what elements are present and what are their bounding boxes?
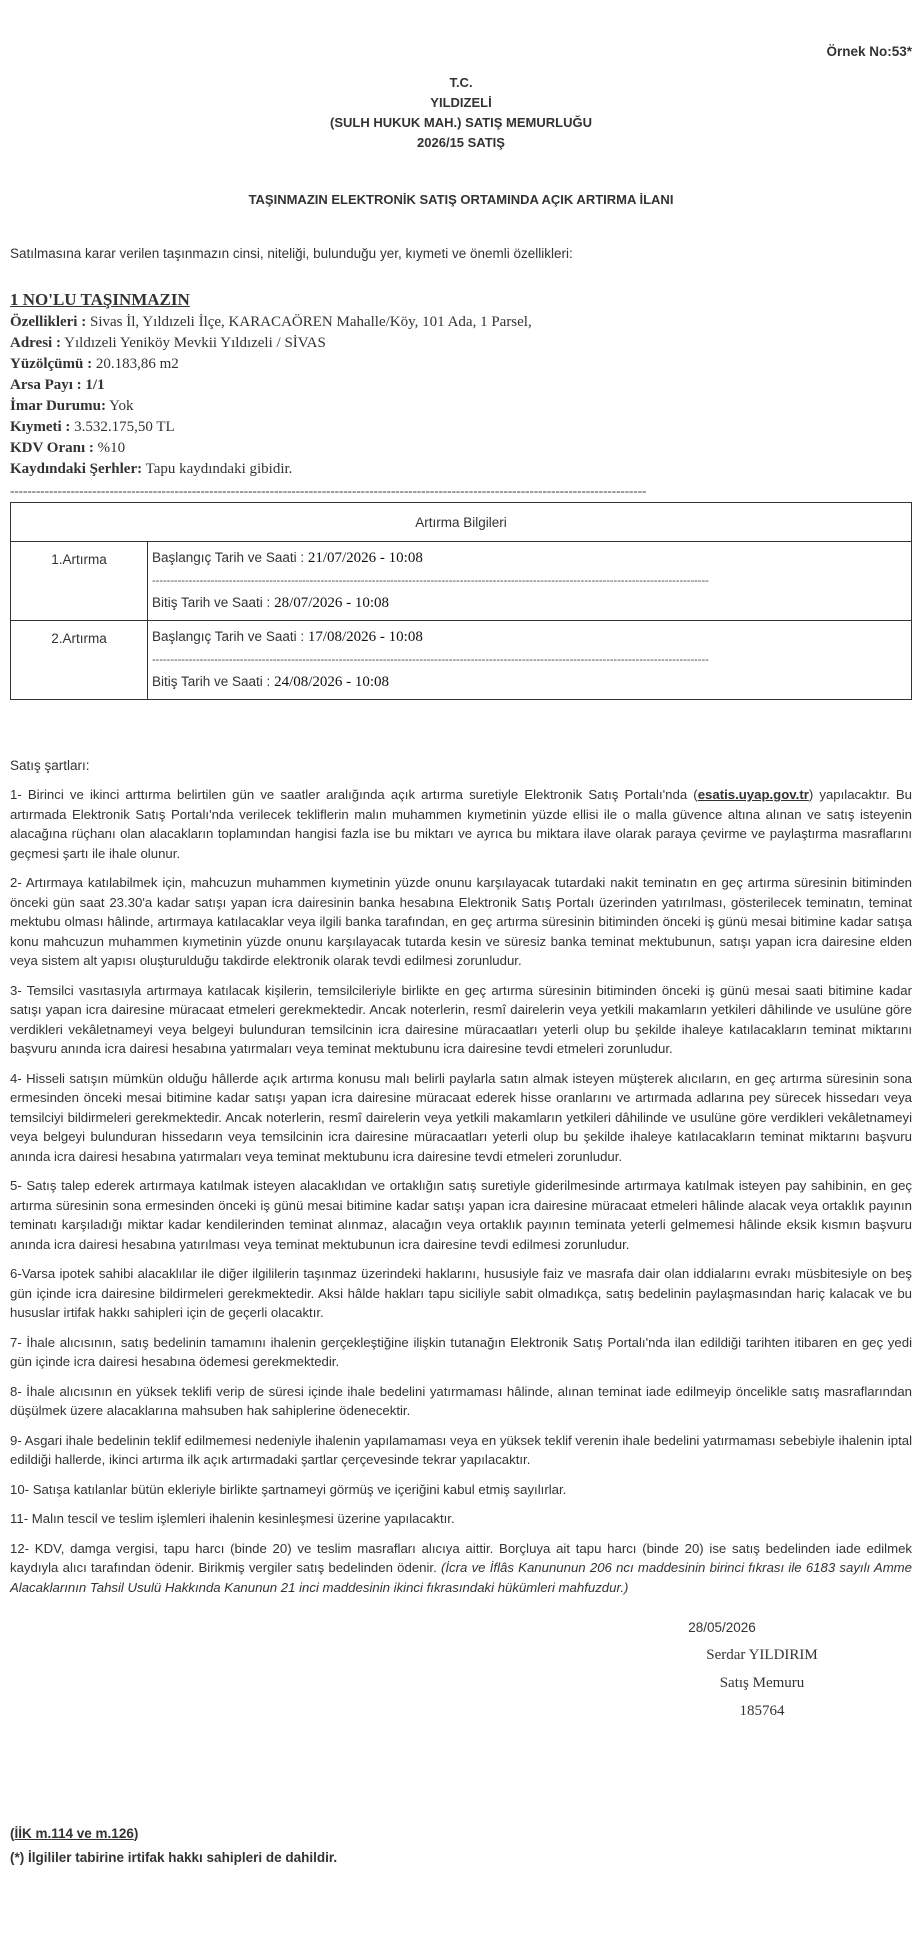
footer-notes <box>10 1822 337 1870</box>
terms-list <box>10 785 912 1607</box>
term-item: 8- İhale alıcısının en yüksek teklifi verip de süresi içinde ihale bedelini yatırmaması hâlinde, alınan teminat iade edilmeyip öncelikle satış masraflarından düşülmek üzere alacaklarına mahsuben hak sahiplerine ödenecektir. <box>10 1383 912 1418</box>
property-share: Arsa Payı : 1/1 <box>10 377 105 393</box>
signer-number: 185764 <box>739 1703 785 1719</box>
term-item: 6-Varsa ipotek sahibi alacaklılar ile diğer ilgililerin taşınmaz üzerindeki haklarını, hususiyle faiz ve masrafa dair olan iddialarını evrakı müsbitesiyle on beş gün içinde icra dairesine bildirmeleri gerekmektedir. Aksi hâlde hakları tapu siciliyle sabit olmadıkça, satış bedelinin paylaşmasından hariç kalacak ve bu hususlar irtifak hakkı sahipleri için de geçerli olacaktır. <box>10 1266 912 1320</box>
auction-start: Başlangıç Tarih ve Saati : 21/07/2026 - 10:08 <box>152 550 423 566</box>
term-item: 5- Satış talep ederek artırmaya katılmak isteyen alacaklıdan ve ortaklığın satış suretiyle giderilmesinde artırmaya katılmak isteyen pay sahibinin, en geç artırma süresinin sona ermesinden önceki iş günü mesai bitimine kadar satışı yapan icra dairesine müracaat etmeleri hâlinde alacak veya ortaklık payının teminatı karşıladığı miktar kadar kendilerinden teminat alınmaz, alacağın veya ortaklık payının teminata yeterli gelmemesi hâlinde eksik kısmın başvuru anında icra dairesi hesabına yatırılması veya teminat mektubunun icra dairesine tevdi edilmesi zorunludur. <box>10 1178 912 1252</box>
auction-end: Bitiş Tarih ve Saati : 24/08/2026 - 10:08 <box>152 674 390 690</box>
property-details <box>10 288 650 501</box>
law-reference-link[interactable]: İİK m.114 ve m.126 <box>14 1826 134 1841</box>
auction-label: 1.Artırma <box>11 542 148 621</box>
property-features: Özellikleri : Sivas İl, Yıldızeli İlçe, KARACAÖREN Mahalle/Köy, 101 Ada, 1 Parsel, <box>10 314 532 330</box>
auction-label: 2.Artırma <box>11 621 148 700</box>
term-item: 12- KDV, damga vergisi, tapu harcı (binde 20) ve teslim masrafları alıcıya aittir. Borçluya ait tapu harcı (binde 20) ise satış bedelinden iade edilmek kaydıyla alıcı tarafından ödenir. Birikmiş vergiler satış bedelinden ödenir. (İcra ve İflâs Kanununun 206 ncı maddesinin birinci fıkrası ile 6183 sayılı Amme Alacaklarının Tahsil Usulü Hakkında Kanunun 21 inci maddesinin ikinci fıkrasındaki hükümleri mahfuzdur.) <box>10 1540 913 1595</box>
auction-separator: -------------------------------------------------------------------------------------------------------------------------------------------------------- <box>152 575 709 587</box>
term-item: 9- Asgari ihale bedelinin teklif edilmemesi nedeniyle ihalenin yapılamaması veya en yüksek teklif verenin ihale bedelini yatırmaması sebebiyle ihalenin iptal edildiği hallerde, ikinci artırma ilk açık artırmadaki şartlar çerçevesinde tekrar yapılacaktır. <box>10 1432 912 1467</box>
intro-text: Satılmasına karar verilen taşınmazın cinsi, niteliği, bulunduğu yer, kıymeti ve önemli özellikleri: <box>10 246 573 261</box>
header-office: (SULH HUKUK MAH.) SATIŞ MEMURLUĞU <box>330 115 592 130</box>
signature-block <box>612 1620 912 1725</box>
auction-separator: -------------------------------------------------------------------------------------------------------------------------------------------------------- <box>152 654 709 666</box>
term-item: 7- İhale alıcısının, satış bedelinin tamamını ihalenin gerçekleştiğine ilişkin tutanağın Elektronik Satış Portalı'nda ilan edildiği tarihten itibaren en geç yedi gün içinde icra dairesi hesabına ödemesi gerekmektedir. <box>10 1334 912 1369</box>
signer-role: Satış Memuru <box>719 1675 805 1691</box>
term-item: 11- Malın tescil ve teslim işlemleri ihalenin kesinleşmesi üzerine yapılacaktır. <box>10 1511 455 1526</box>
property-area: Yüzölçümü : 20.183,86 m2 <box>10 356 179 372</box>
term-item: 4- Hisseli satışın mümkün olduğu hâllerde açık artırma konusu malı belirli paylarla satın almak isteyen müşterek alıcıların, en geç artırma süresinin sona ermesinden önceki mesai bitimine kadar satışı yapan icra dairesine müracaat ederek hisse oranlarını ve artırmada adlarına pey sürecek hissedarı veya temsilciyi bildirmeleri gerekmektedir. Ancak noterlerin, resmî dairelerin veya yetkili makamların yetkileri dâhilinde ve usulüne göre verdikleri vekâletnameyi veya belgeyi bulunduran hissedarın veya temsilcinin icra dairesine müracaatları yeterli olup bu şekilde ihaleye katılacakların teminat miktarını başvuru anında icra dairesi hesabına yatırmaları veya teminat mektubunu icra dairesine tevdi etmeleri zorunludur. <box>10 1070 912 1164</box>
separator-line: --------------------------------------------------------------------------------------------------------------------------------------------------- <box>10 483 647 498</box>
property-annotations: Kaydındaki Şerhler: Tapu kaydındaki gibidir. <box>10 461 293 477</box>
auction-row <box>11 621 912 700</box>
property-address: Adresi : Yıldızeli Yeniköy Mevkii Yıldızeli / SİVAS <box>10 335 326 351</box>
document-title: TAŞINMAZIN ELEKTRONİK SATIŞ ORTAMINDA AÇIK ARTIRMA İLANI <box>248 192 674 207</box>
auction-table-header: Artırma Bilgileri <box>11 503 912 542</box>
header-tc: T.C. <box>449 75 473 90</box>
property-zoning: İmar Durumu: Yok <box>10 398 134 414</box>
footnote: (*) İlgililer tabirine irtifak hakkı sahipleri de dahildir. <box>10 1850 338 1865</box>
header-district: YILDIZELİ <box>430 95 492 110</box>
auction-end: Bitiş Tarih ve Saati : 28/07/2026 - 10:08 <box>152 595 390 611</box>
property-vat: KDV Oranı : %10 <box>10 440 126 456</box>
auction-table <box>10 502 912 700</box>
term-item: 3- Temsilci vasıtasıyla artırmaya katılacak kişilerin, temsilcileriyle birlikte en geç artırma süresinin bitiminden önceki iş günü mesai saati bitimine kadar satışı yapan icra dairesine müracaat etmeleri gerekmektedir. Ancak noterlerin, resmî dairelerin veya yetkili makamların yetkileri dâhilinde ve usulüne göre verdikleri vekâletnameyi veya belgeyi bulunduran temsilcinin icra dairesine müracaatları yeterli olup bu şekilde ihaleye katılacakların teminat miktarını başvuru anında icra dairesi hesabına yatırmaları veya teminat mektubunu icra dairesine tevdi etmeleri zorunludur. <box>10 982 912 1056</box>
sample-number: Örnek No:53* <box>826 44 912 59</box>
property-heading: 1 NO'LU TAŞINMAZIN <box>10 290 190 309</box>
signer-name: Serdar YILDIRIM <box>706 1647 818 1663</box>
law-reference: (İİK m.114 ve m.126) <box>10 1826 139 1841</box>
term-item: 1- Birinci ve ikinci arttırma belirtilen gün ve saatler aralığında açık artırma suretiyle Elektronik Satış Portalı'nda (esatis.uyap.gov.tr) yapılacaktır. Bu artırmada Elektronik Satış Portalı'nda verilecek tekliflerin malın muhammen kıymetinin yüzde ellisi ile o malla güvence altına alınan ve satış isteyenin alacağına rüçhanı olan alacakların toplamından hangisi fazla ise bu miktarı ve ayrıca bu miktara ilave olarak paraya çevirme ve paylaştırma masraflarını geçmesi şartı ile ihale olunur. <box>10 787 912 861</box>
term-item: 2- Artırmaya katılabilmek için, mahcuzun muhammen kıymetinin yüzde onunu karşılayacak tutardaki nakit teminatın en geç artırma süresinin bitiminden önceki gün saat 23.30'a kadar satışı yapan icra dairesinin banka hesabına Elektronik Satış Portalı üzerinden yatırılması, gösterilecek teminatın, teminat mektubu olması hâlinde, artırmaya katılacaklar veya ilgili banka tarafından, en geç artırma süresinin bitiminden önceki iş günü mesai bitimine kadar satışa konu mahcuzun muhammen kıymetinin yüzde onunu karşılayacak tutarda kesin ve süresiz banka teminat mektubunun, satışı yapan icra dairesine elden veya sistem alt yapısı oluşturulduğu takdirde elektronik olarak tevdi edilmesi zorunludur. <box>10 875 912 968</box>
auction-start: Başlangıç Tarih ve Saati : 17/08/2026 - 10:08 <box>152 629 423 645</box>
signature-date: 28/05/2026 <box>688 1620 756 1635</box>
esatis-link[interactable]: esatis.uyap.gov.tr <box>697 787 809 802</box>
header-file-number: 2026/15 SATIŞ <box>417 135 505 150</box>
document-header <box>10 73 912 153</box>
term-item: 10- Satışa katılanlar bütün ekleriyle birlikte şartnameyi görmüş ve içeriğini kabul etmiş sayılırlar. <box>10 1481 567 1497</box>
terms-heading: Satış şartları: <box>10 758 90 773</box>
auction-row <box>11 542 912 621</box>
property-value: Kıymeti : 3.532.175,50 TL <box>10 419 175 435</box>
